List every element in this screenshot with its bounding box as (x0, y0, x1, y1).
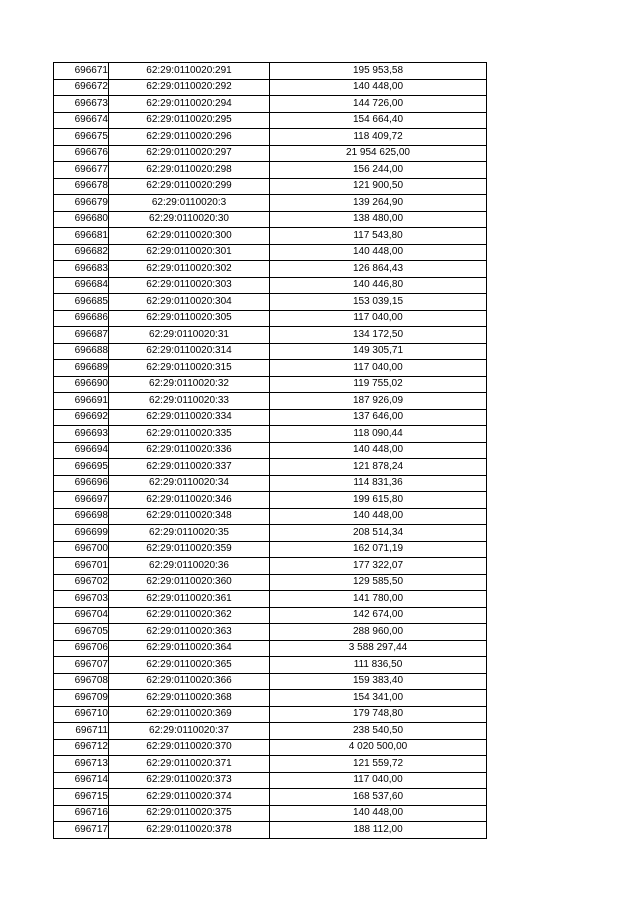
row-number-cell: 696715 (54, 789, 109, 806)
table-row (54, 162, 487, 179)
table-body (54, 63, 487, 839)
cadastral-number-cell: 62:29:0110020:361 (109, 591, 270, 608)
row-number-cell: 696673 (54, 96, 109, 113)
table-row (54, 492, 487, 509)
row-number-cell: 696690 (54, 376, 109, 393)
cadastral-value-cell: 121 559,72 (270, 756, 487, 773)
row-number-cell: 696706 (54, 640, 109, 657)
table-row (54, 723, 487, 740)
cadastral-number-cell: 62:29:0110020:378 (109, 822, 270, 839)
cadastral-value-cell: 168 537,60 (270, 789, 487, 806)
cadastral-value-cell: 117 040,00 (270, 360, 487, 377)
table-row (54, 706, 487, 723)
cadastral-value-cell: 162 071,19 (270, 541, 487, 558)
row-number-cell: 696692 (54, 409, 109, 426)
cadastral-number-cell: 62:29:0110020:368 (109, 690, 270, 707)
cadastral-number-cell: 62:29:0110020:374 (109, 789, 270, 806)
cadastral-value-cell: 114 831,36 (270, 475, 487, 492)
cadastral-number-cell: 62:29:0110020:369 (109, 706, 270, 723)
table-row (54, 277, 487, 294)
cadastral-value-cell: 140 448,00 (270, 244, 487, 261)
row-number-cell: 696676 (54, 145, 109, 162)
cadastral-value-table (53, 62, 487, 839)
cadastral-number-cell: 62:29:0110020:337 (109, 459, 270, 476)
row-number-cell: 696689 (54, 360, 109, 377)
cadastral-value-cell: 140 448,00 (270, 79, 487, 96)
cadastral-value-cell: 141 780,00 (270, 591, 487, 608)
cadastral-number-cell: 62:29:0110020:34 (109, 475, 270, 492)
cadastral-number-cell: 62:29:0110020:315 (109, 360, 270, 377)
cadastral-value-cell: 144 726,00 (270, 96, 487, 113)
cadastral-number-cell: 62:29:0110020:33 (109, 393, 270, 410)
cadastral-value-cell: 21 954 625,00 (270, 145, 487, 162)
table-row (54, 228, 487, 245)
cadastral-number-cell: 62:29:0110020:334 (109, 409, 270, 426)
row-number-cell: 696702 (54, 574, 109, 591)
table-row (54, 327, 487, 344)
table-row (54, 376, 487, 393)
cadastral-value-cell: 154 664,40 (270, 112, 487, 129)
row-number-cell: 696680 (54, 211, 109, 228)
row-number-cell: 696675 (54, 129, 109, 146)
cadastral-value-cell: 149 305,71 (270, 343, 487, 360)
table-row (54, 640, 487, 657)
table-row (54, 112, 487, 129)
cadastral-value-cell: 111 836,50 (270, 657, 487, 674)
row-number-cell: 696677 (54, 162, 109, 179)
row-number-cell: 696688 (54, 343, 109, 360)
table-row (54, 822, 487, 839)
row-number-cell: 696686 (54, 310, 109, 327)
row-number-cell: 696693 (54, 426, 109, 443)
table-row (54, 442, 487, 459)
cadastral-number-cell: 62:29:0110020:292 (109, 79, 270, 96)
row-number-cell: 696711 (54, 723, 109, 740)
row-number-cell: 696708 (54, 673, 109, 690)
cadastral-value-cell: 179 748,80 (270, 706, 487, 723)
cadastral-value-cell: 199 615,80 (270, 492, 487, 509)
cadastral-number-cell: 62:29:0110020:364 (109, 640, 270, 657)
row-number-cell: 696695 (54, 459, 109, 476)
row-number-cell: 696713 (54, 756, 109, 773)
cadastral-value-cell: 140 448,00 (270, 442, 487, 459)
cadastral-number-cell: 62:29:0110020:299 (109, 178, 270, 195)
cadastral-number-cell: 62:29:0110020:373 (109, 772, 270, 789)
cadastral-number-cell: 62:29:0110020:301 (109, 244, 270, 261)
cadastral-value-cell: 208 514,34 (270, 525, 487, 542)
cadastral-number-cell: 62:29:0110020:362 (109, 607, 270, 624)
table-row (54, 310, 487, 327)
cadastral-number-cell: 62:29:0110020:31 (109, 327, 270, 344)
cadastral-number-cell: 62:29:0110020:291 (109, 63, 270, 80)
cadastral-value-cell: 156 244,00 (270, 162, 487, 179)
cadastral-number-cell: 62:29:0110020:314 (109, 343, 270, 360)
table-row (54, 195, 487, 212)
cadastral-number-cell: 62:29:0110020:348 (109, 508, 270, 525)
cadastral-value-cell: 154 341,00 (270, 690, 487, 707)
cadastral-value-cell: 238 540,50 (270, 723, 487, 740)
row-number-cell: 696700 (54, 541, 109, 558)
cadastral-number-cell: 62:29:0110020:300 (109, 228, 270, 245)
table-row (54, 574, 487, 591)
cadastral-value-cell: 117 040,00 (270, 772, 487, 789)
cadastral-number-cell: 62:29:0110020:336 (109, 442, 270, 459)
cadastral-value-cell: 288 960,00 (270, 624, 487, 641)
row-number-cell: 696717 (54, 822, 109, 839)
table-row (54, 690, 487, 707)
row-number-cell: 696714 (54, 772, 109, 789)
cadastral-number-cell: 62:29:0110020:35 (109, 525, 270, 542)
cadastral-number-cell: 62:29:0110020:297 (109, 145, 270, 162)
table-row (54, 211, 487, 228)
table-row (54, 129, 487, 146)
cadastral-value-cell: 117 543,80 (270, 228, 487, 245)
row-number-cell: 696703 (54, 591, 109, 608)
cadastral-value-cell: 153 039,15 (270, 294, 487, 311)
row-number-cell: 696685 (54, 294, 109, 311)
table-row (54, 541, 487, 558)
cadastral-number-cell: 62:29:0110020:36 (109, 558, 270, 575)
row-number-cell: 696671 (54, 63, 109, 80)
cadastral-number-cell: 62:29:0110020:375 (109, 805, 270, 822)
row-number-cell: 696674 (54, 112, 109, 129)
row-number-cell: 696672 (54, 79, 109, 96)
row-number-cell: 696682 (54, 244, 109, 261)
cadastral-number-cell: 62:29:0110020:294 (109, 96, 270, 113)
cadastral-value-cell: 3 588 297,44 (270, 640, 487, 657)
table-row (54, 772, 487, 789)
table-row (54, 657, 487, 674)
row-number-cell: 696683 (54, 261, 109, 278)
table-row (54, 805, 487, 822)
cadastral-number-cell: 62:29:0110020:359 (109, 541, 270, 558)
cadastral-number-cell: 62:29:0110020:363 (109, 624, 270, 641)
table-row (54, 607, 487, 624)
table-row (54, 79, 487, 96)
row-number-cell: 696694 (54, 442, 109, 459)
row-number-cell: 696681 (54, 228, 109, 245)
table-row (54, 63, 487, 80)
table-row (54, 673, 487, 690)
cadastral-value-cell: 118 409,72 (270, 129, 487, 146)
row-number-cell: 696710 (54, 706, 109, 723)
cadastral-value-cell: 195 953,58 (270, 63, 487, 80)
cadastral-value-cell: 134 172,50 (270, 327, 487, 344)
cadastral-value-cell: 139 264,90 (270, 195, 487, 212)
table-row (54, 558, 487, 575)
table-row (54, 96, 487, 113)
cadastral-number-cell: 62:29:0110020:371 (109, 756, 270, 773)
cadastral-number-cell: 62:29:0110020:304 (109, 294, 270, 311)
cadastral-number-cell: 62:29:0110020:360 (109, 574, 270, 591)
table-row (54, 475, 487, 492)
row-number-cell: 696698 (54, 508, 109, 525)
table-row (54, 525, 487, 542)
cadastral-value-cell: 140 448,00 (270, 508, 487, 525)
table-row (54, 508, 487, 525)
cadastral-number-cell: 62:29:0110020:335 (109, 426, 270, 443)
cadastral-number-cell: 62:29:0110020:3 (109, 195, 270, 212)
cadastral-number-cell: 62:29:0110020:302 (109, 261, 270, 278)
cadastral-value-cell: 142 674,00 (270, 607, 487, 624)
cadastral-value-cell: 121 900,50 (270, 178, 487, 195)
cadastral-number-cell: 62:29:0110020:30 (109, 211, 270, 228)
table-row (54, 145, 487, 162)
table-row (54, 244, 487, 261)
row-number-cell: 696678 (54, 178, 109, 195)
row-number-cell: 696697 (54, 492, 109, 509)
row-number-cell: 696699 (54, 525, 109, 542)
cadastral-number-cell: 62:29:0110020:295 (109, 112, 270, 129)
cadastral-value-cell: 4 020 500,00 (270, 739, 487, 756)
cadastral-value-cell: 126 864,43 (270, 261, 487, 278)
table-row (54, 426, 487, 443)
row-number-cell: 696716 (54, 805, 109, 822)
cadastral-number-cell: 62:29:0110020:296 (109, 129, 270, 146)
cadastral-value-cell: 118 090,44 (270, 426, 487, 443)
cadastral-value-cell: 117 040,00 (270, 310, 487, 327)
row-number-cell: 696705 (54, 624, 109, 641)
row-number-cell: 696691 (54, 393, 109, 410)
table-row (54, 756, 487, 773)
row-number-cell: 696701 (54, 558, 109, 575)
table-row (54, 591, 487, 608)
cadastral-number-cell: 62:29:0110020:298 (109, 162, 270, 179)
table-row (54, 178, 487, 195)
row-number-cell: 696679 (54, 195, 109, 212)
table-row (54, 739, 487, 756)
row-number-cell: 696704 (54, 607, 109, 624)
cadastral-value-cell: 119 755,02 (270, 376, 487, 393)
table-row (54, 360, 487, 377)
row-number-cell: 696687 (54, 327, 109, 344)
cadastral-number-cell: 62:29:0110020:366 (109, 673, 270, 690)
cadastral-number-cell: 62:29:0110020:32 (109, 376, 270, 393)
row-number-cell: 696696 (54, 475, 109, 492)
table-row (54, 789, 487, 806)
cadastral-value-cell: 159 383,40 (270, 673, 487, 690)
cadastral-value-cell: 177 322,07 (270, 558, 487, 575)
table-row (54, 459, 487, 476)
cadastral-number-cell: 62:29:0110020:370 (109, 739, 270, 756)
table-row (54, 261, 487, 278)
cadastral-value-cell: 140 448,00 (270, 805, 487, 822)
cadastral-value-cell: 121 878,24 (270, 459, 487, 476)
row-number-cell: 696712 (54, 739, 109, 756)
row-number-cell: 696684 (54, 277, 109, 294)
cadastral-number-cell: 62:29:0110020:305 (109, 310, 270, 327)
table-row (54, 624, 487, 641)
table-row (54, 409, 487, 426)
cadastral-value-cell: 187 926,09 (270, 393, 487, 410)
row-number-cell: 696707 (54, 657, 109, 674)
cadastral-value-cell: 137 646,00 (270, 409, 487, 426)
cadastral-number-cell: 62:29:0110020:37 (109, 723, 270, 740)
cadastral-number-cell: 62:29:0110020:365 (109, 657, 270, 674)
row-number-cell: 696709 (54, 690, 109, 707)
cadastral-value-cell: 129 585,50 (270, 574, 487, 591)
table-row (54, 294, 487, 311)
cadastral-value-cell: 138 480,00 (270, 211, 487, 228)
table-row (54, 393, 487, 410)
cadastral-value-cell: 188 112,00 (270, 822, 487, 839)
cadastral-number-cell: 62:29:0110020:303 (109, 277, 270, 294)
cadastral-value-cell: 140 446,80 (270, 277, 487, 294)
cadastral-number-cell: 62:29:0110020:346 (109, 492, 270, 509)
table-row (54, 343, 487, 360)
